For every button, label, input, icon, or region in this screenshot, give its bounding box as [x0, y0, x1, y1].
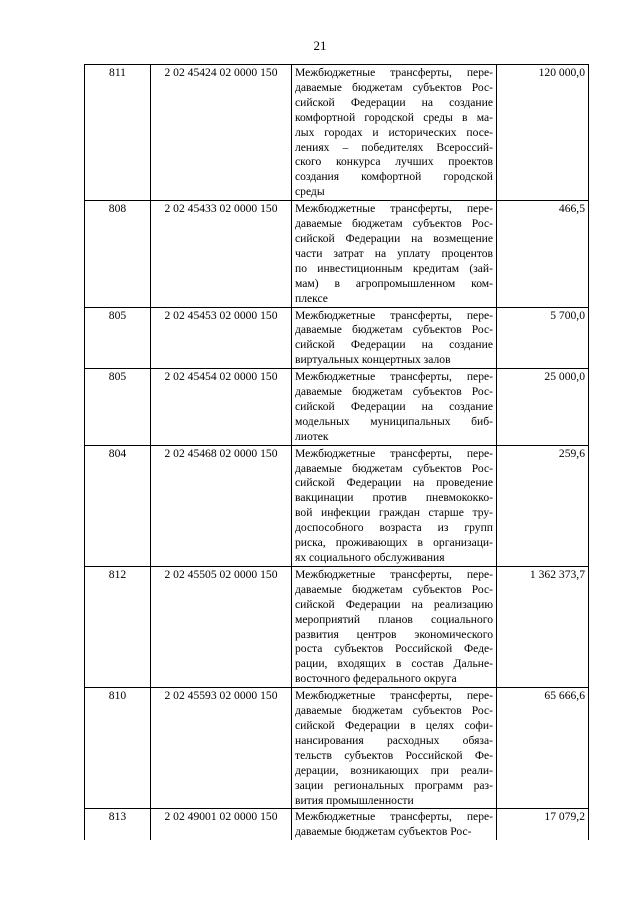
table-body — [85, 65, 589, 841]
description-line: комфортной городской среды в ма- — [295, 110, 493, 124]
description-line: даваемые бюджетам субъектов Рос- — [295, 323, 493, 337]
description-line: лениях – победителях Всероссий- — [295, 140, 493, 154]
description-line: виртуальных концертных залов — [295, 353, 451, 367]
table-row — [85, 307, 589, 369]
description-line: сийской Федерации на проведение — [295, 476, 493, 490]
amount-cell: 25 000,0 — [497, 369, 589, 446]
description-line: роста субъектов Российской Феде- — [295, 642, 493, 656]
amount-cell: 65 666,6 — [497, 688, 589, 809]
description-line: даваемые бюджетам субъектов Рос- — [295, 217, 493, 231]
description-line: даваемые бюджетам субъектов Рос- — [295, 80, 493, 94]
budget-code-cell: 2 02 45593 02 0000 150 — [151, 688, 292, 809]
description-line: риска, проживающих в организаци- — [295, 536, 493, 550]
description-cell — [292, 688, 497, 809]
description-line: создания комфортной городской — [295, 170, 493, 184]
description-line: сийской Федерации на реализацию — [295, 597, 493, 611]
description-line: Межбюджетные трансферты, пере- — [295, 567, 493, 581]
description-line: сийской Федерации на создание — [295, 338, 493, 352]
description-line: Межбюджетные трансферты, пере- — [295, 689, 493, 703]
budget-code-cell: 2 02 45424 02 0000 150 — [151, 65, 292, 201]
description-line: сийской Федерации на возмещение — [295, 231, 493, 245]
description-line: ского конкурса лучших проектов — [295, 155, 493, 169]
description-line: доспособного возраста из групп — [295, 521, 493, 535]
description-line: лиотек — [295, 429, 329, 443]
description-line: тельств субъектов Российской Фе- — [295, 748, 493, 762]
description-line: зации региональных программ раз- — [295, 778, 493, 792]
description-line: рации, входящих в состав Дальне- — [295, 657, 493, 671]
budget-code-cell: 2 02 45454 02 0000 150 — [151, 369, 292, 446]
admin-code-cell: 812 — [85, 566, 151, 687]
table-row — [85, 369, 589, 446]
description-line: Межбюджетные трансферты, пере- — [295, 446, 493, 460]
description-cell — [292, 307, 497, 369]
description-line: по инвестиционным кредитам (зай- — [295, 261, 493, 275]
admin-code-cell: 813 — [85, 809, 151, 840]
description-line: модельных муниципальных биб- — [295, 414, 493, 428]
description-cell — [292, 445, 497, 566]
budget-transfers-table — [84, 64, 589, 840]
description-line: сийской Федерации на создание — [295, 399, 493, 413]
description-line: части затрат на уплату процентов — [295, 246, 493, 260]
admin-code-cell: 808 — [85, 201, 151, 307]
description-line: Межбюджетные трансферты, пере- — [295, 810, 493, 824]
amount-cell: 5 700,0 — [497, 307, 589, 369]
table-row — [85, 809, 589, 840]
table-row — [85, 201, 589, 307]
description-line: вития промышленности — [295, 793, 414, 807]
description-line: нансирования расходных обяза- — [295, 733, 493, 747]
table-row — [85, 65, 589, 201]
description-line: Межбюджетные трансферты, пере- — [295, 370, 493, 384]
description-line: дерации, возникающих при реали- — [295, 763, 493, 777]
description-line: Межбюджетные трансферты, пере- — [295, 308, 493, 322]
description-line: Межбюджетные трансферты, пере- — [295, 66, 493, 79]
budget-code-cell: 2 02 45453 02 0000 150 — [151, 307, 292, 369]
description-line: развития центров экономического — [295, 627, 493, 641]
description-line: даваемые бюджетам субъектов Рос- — [295, 582, 493, 596]
description-line: даваемые бюджетам субъектов Рос- — [295, 461, 493, 475]
admin-code-cell: 804 — [85, 445, 151, 566]
amount-cell: 120 000,0 — [497, 65, 589, 201]
table-row — [85, 445, 589, 566]
description-cell — [292, 65, 497, 201]
description-cell — [292, 201, 497, 307]
description-line: даваемые бюджетам субъектов Рос- — [295, 704, 493, 718]
admin-code-cell: 805 — [85, 369, 151, 446]
description-line: вой инфекции граждан старше тру- — [295, 506, 493, 520]
admin-code-cell: 811 — [85, 65, 151, 201]
table-row — [85, 688, 589, 809]
table-row — [85, 566, 589, 687]
admin-code-cell: 805 — [85, 307, 151, 369]
description-line: среды — [295, 185, 325, 199]
amount-cell: 466,5 — [497, 201, 589, 307]
description-line: вакцинации против пневмококко- — [295, 491, 493, 505]
description-line: сийской Федерации на создание — [295, 95, 493, 109]
description-line: даваемые бюджетам субъектов Рос- — [295, 825, 472, 839]
amount-cell: 259,6 — [497, 445, 589, 566]
description-cell — [292, 566, 497, 687]
budget-code-cell: 2 02 45433 02 0000 150 — [151, 201, 292, 307]
budget-code-cell: 2 02 45468 02 0000 150 — [151, 445, 292, 566]
page-number: 21 — [313, 38, 327, 53]
description-line: ях социального обслуживания — [295, 551, 445, 564]
budget-code-cell: 2 02 49001 02 0000 150 — [151, 809, 292, 840]
description-line: плексе — [295, 291, 328, 305]
description-line: восточного федерального округа — [295, 672, 457, 686]
admin-code-cell: 810 — [85, 688, 151, 809]
description-line: мам) в агропромышленном ком- — [295, 276, 493, 290]
description-line: сийской Федерации в целях софи- — [295, 718, 493, 732]
amount-cell: 17 079,2 — [497, 809, 589, 840]
description-cell — [292, 369, 497, 446]
budget-code-cell: 2 02 45505 02 0000 150 — [151, 566, 292, 687]
description-cell — [292, 809, 497, 840]
description-line: Межбюджетные трансферты, пере- — [295, 202, 493, 216]
description-line: лых городах и исторических посе- — [295, 125, 493, 139]
amount-cell: 1 362 373,7 — [497, 566, 589, 687]
description-line: даваемые бюджетам субъектов Рос- — [295, 385, 493, 399]
description-line: мероприятий планов социального — [295, 612, 493, 626]
